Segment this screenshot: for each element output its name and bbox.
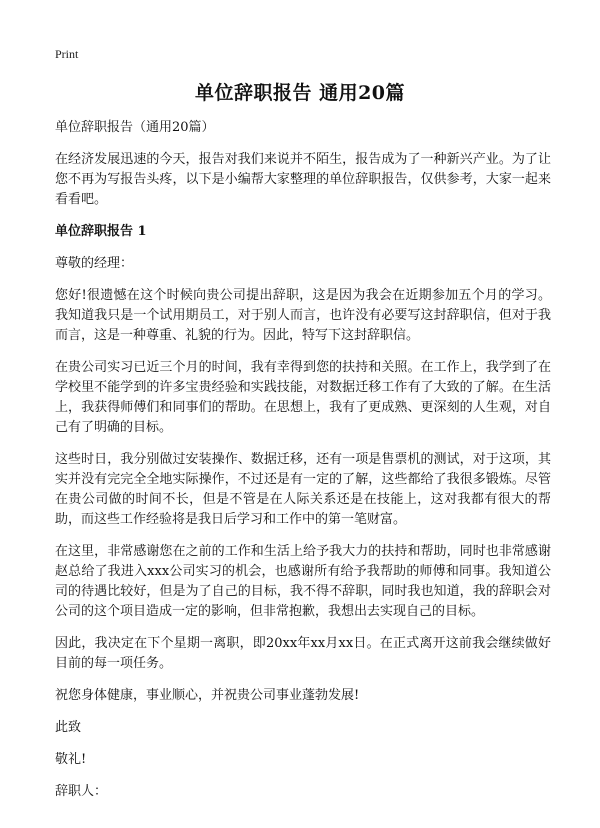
letter-paragraph: 在贵公司实习已近三个月的时间，我有幸得到您的扶持和关照。在工作上，我学到了在学校里不能学到的许多宝贵经验和实践技能，对数据迁移工作有了大致的了解。在生活上，我获得师傅们和同事们的帮助。在思想上，我有了更成熟、更深刻的人生观，对自己有了明确的目标。 — [55, 360, 551, 435]
print-link[interactable]: Print — [55, 47, 79, 61]
letter-paragraph: 在这里，非常感谢您在之前的工作和生活上给予我大力的扶持和帮助，同时也非常感谢赵总给了我进入xxx公司实习的机会，也感谢所有给予我帮助的师傅和同事。我知道公司的待遇比较好，但是为了自己的目标，我不得不辞职，同时我也知道，我的辞职会对公司的这个项目造成一定的影响，但非常抱歉，我想出去实现自己的目标。 — [55, 544, 551, 619]
salutation: 尊敬的经理： — [55, 256, 134, 271]
letter-paragraph: 因此，我决定在下个星期一离职，即20xx年xx月xx日。在正式离开这前我会继续做好目前的每一项任务。 — [55, 636, 551, 671]
document-subtitle: 单位辞职报告（通用20篇） — [55, 120, 215, 135]
letter-paragraph: 这些时日，我分别做过安装操作、数据迁移，还有一项是售票机的测试，对于这项，其实并没有完完全全地实际操作，不过还是有一定的了解，这些都给了我很多锻炼。尽管在贵公司做的时间不长，但是不管是在人际关系还是在技能上，这对我都有很大的帮助，而这些工作经验将是我日后学习和工作中的第一笔财富。 — [55, 452, 551, 527]
closing-line: 敬礼! — [55, 752, 87, 767]
letter-paragraph: 您好!很遗憾在这个时候向贵公司提出辞职，这是因为我会在近期参加五个月的学习。我知道我只是一个试用期员工，对于别人而言，也许没有必要写这封辞职信，但对于我而言，这是一种尊重、礼貌的行为。因此，特写下这封辞职信。 — [55, 288, 551, 343]
intro-paragraph: 在经济发展迅速的今天，报告对我们来说并不陌生，报告成为了一种新兴产业。为了让您不再为写报告头疼，以下是小编帮大家整理的单位辞职报告，仅供参考，大家一起来看看吧。 — [55, 152, 551, 207]
closing-line: 此致 — [55, 720, 82, 735]
document-body — [55, 118, 551, 814]
section-heading: 单位辞职报告 1 — [55, 224, 147, 239]
letter-paragraph: 祝您身体健康，事业顺心，并祝贵公司事业蓬勃发展! — [55, 688, 360, 703]
page-title: 单位辞职报告 通用20篇 — [194, 82, 406, 104]
signature-label: 辞职人： — [55, 784, 108, 799]
